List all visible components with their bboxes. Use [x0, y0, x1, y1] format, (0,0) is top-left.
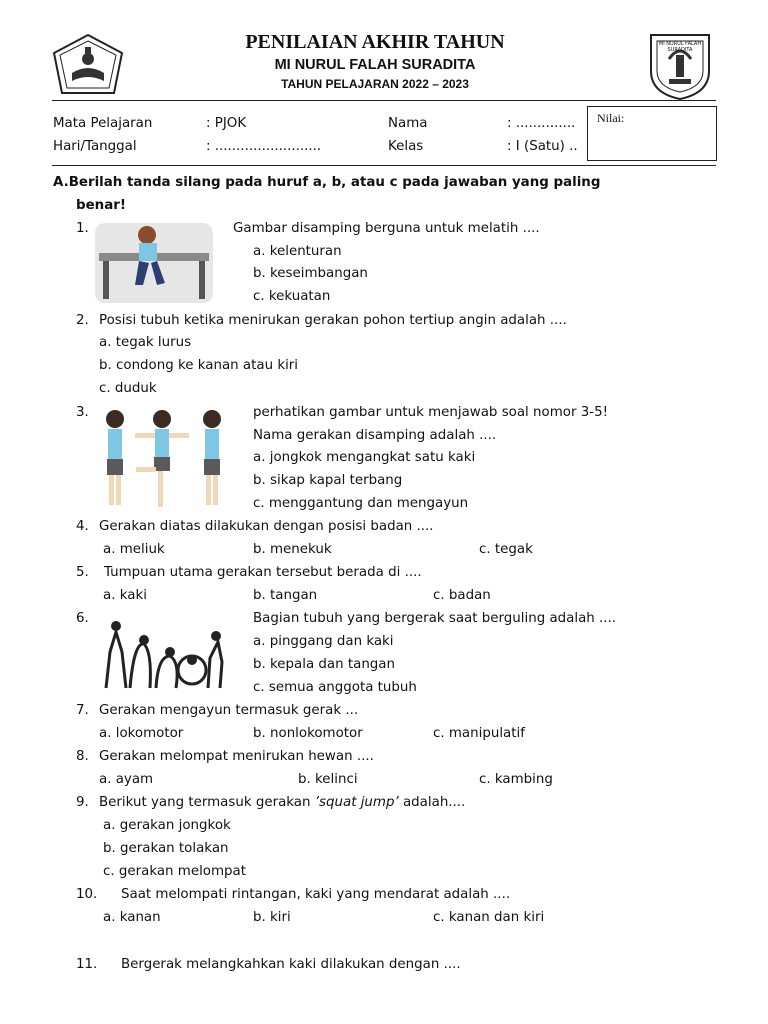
info-divider: [52, 165, 716, 166]
question-text: Bergerak melangkahkan kaki dilakukan dengan ....: [121, 957, 461, 972]
option-c[interactable]: c. duduk: [99, 381, 157, 396]
right-logo-text: MI NURUL FALAH SURADITA: [658, 41, 702, 53]
option-a[interactable]: a. pinggang dan kaki: [253, 634, 394, 649]
question-text: Saat melompati rintangan, kaki yang mendarat adalah ....: [121, 887, 511, 902]
option-b[interactable]: b. kiri: [253, 910, 291, 925]
option-a[interactable]: a. lokomotor: [99, 726, 184, 741]
question-text: Gambar disamping berguna untuk melatih ....: [233, 221, 540, 236]
question-number: 5.: [76, 565, 89, 580]
question-number: 3.: [76, 405, 89, 420]
option-b[interactable]: b. kepala dan tangan: [253, 657, 396, 672]
rolling-sequence-illustration-icon: [100, 612, 225, 692]
option-c[interactable]: c. manipulatif: [433, 726, 525, 741]
question-number: 8.: [76, 749, 89, 764]
option-b[interactable]: b. tangan: [253, 588, 318, 603]
option-a[interactable]: a. ayam: [99, 772, 154, 787]
question-number: 10.: [76, 887, 98, 902]
question-text: perhatikan gambar untuk menjawab soal nomor 3-5!: [253, 405, 608, 420]
option-b[interactable]: b. kelinci: [298, 772, 358, 787]
option-c[interactable]: c. badan: [433, 588, 491, 603]
name-value: : ..............: [507, 116, 576, 131]
option-c[interactable]: c. gerakan melompat: [103, 864, 246, 879]
question-text: Posisi tubuh ketika menirukan gerakan pohon tertiup angin adalah ....: [99, 313, 567, 328]
option-a[interactable]: a. gerakan jongkok: [103, 818, 231, 833]
question-number: 11.: [76, 957, 98, 972]
class-value: : I (Satu) ..: [507, 139, 578, 154]
question-text: Tumpuan utama gerakan tersebut berada di ....: [104, 565, 422, 580]
option-c[interactable]: c. kekuatan: [253, 289, 331, 304]
question-number: 1.: [76, 221, 89, 236]
name-label: Nama: [388, 116, 428, 131]
option-c[interactable]: c. semua anggota tubuh: [253, 680, 417, 695]
question-number: 4.: [76, 519, 89, 534]
option-c[interactable]: c. kambing: [479, 772, 553, 787]
header-divider: [52, 100, 716, 101]
option-a[interactable]: a. meliuk: [103, 542, 165, 557]
class-label: Kelas: [388, 139, 424, 154]
option-c[interactable]: c. menggantung dan mengayun: [253, 496, 469, 511]
date-value: : .........................: [206, 139, 322, 154]
score-label: Nilai:: [597, 111, 625, 125]
question-text-2: Nama gerakan disamping adalah ....: [253, 428, 497, 443]
section-heading-cont: benar!: [76, 198, 126, 213]
option-b[interactable]: b. sikap kapal terbang: [253, 473, 403, 488]
option-a[interactable]: a. kanan: [103, 910, 161, 925]
school-name: MI NURUL FALAH SURADITA: [274, 57, 476, 73]
question-number: 9.: [76, 795, 89, 810]
question-number: 2.: [76, 313, 89, 328]
date-label: Hari/Tanggal: [53, 139, 137, 154]
option-a[interactable]: a. jongkok mengangkat satu kaki: [253, 450, 476, 465]
option-a[interactable]: a. tegak lurus: [99, 335, 192, 350]
page-title: PENILAIAN AKHIR TAHUN: [245, 31, 505, 53]
question-text: Gerakan diatas dilakukan dengan posisi badan ....: [99, 519, 434, 534]
option-c[interactable]: c. tegak: [479, 542, 533, 557]
section-heading: A.Berilah tanda silang pada huruf a, b, atau c pada jawaban yang paling: [53, 175, 601, 190]
question-text: Berikut yang termasuk gerakan ’squat jump’ adalah....: [99, 795, 466, 810]
option-a[interactable]: a. kelenturan: [253, 244, 342, 259]
question-text: Bagian tubuh yang bergerak saat berguling adalah ....: [253, 611, 617, 626]
girl-table-illustration-icon: [95, 223, 213, 303]
question-text: Gerakan melompat menirukan hewan ....: [99, 749, 374, 764]
subject-label: Mata Pelajaran: [53, 116, 153, 131]
subject-value: : PJOK: [206, 116, 247, 131]
option-b[interactable]: b. gerakan tolakan: [103, 841, 229, 856]
question-number: 7.: [76, 703, 89, 718]
option-b[interactable]: b. menekuk: [253, 542, 332, 557]
option-c[interactable]: c. kanan dan kiri: [433, 910, 545, 925]
question-text: Gerakan mengayun termasuk gerak ...: [99, 703, 359, 718]
academic-year: TAHUN PELAJARAN 2022 – 2023: [281, 77, 469, 91]
option-a[interactable]: a. kaki: [103, 588, 147, 603]
option-b[interactable]: b. nonlokomotor: [253, 726, 363, 741]
child-exercise-illustration-icon: [100, 405, 230, 513]
question-number: 6.: [76, 611, 89, 626]
option-b[interactable]: b. condong ke kanan atau kiri: [99, 358, 299, 373]
option-b[interactable]: b. keseimbangan: [253, 266, 368, 281]
